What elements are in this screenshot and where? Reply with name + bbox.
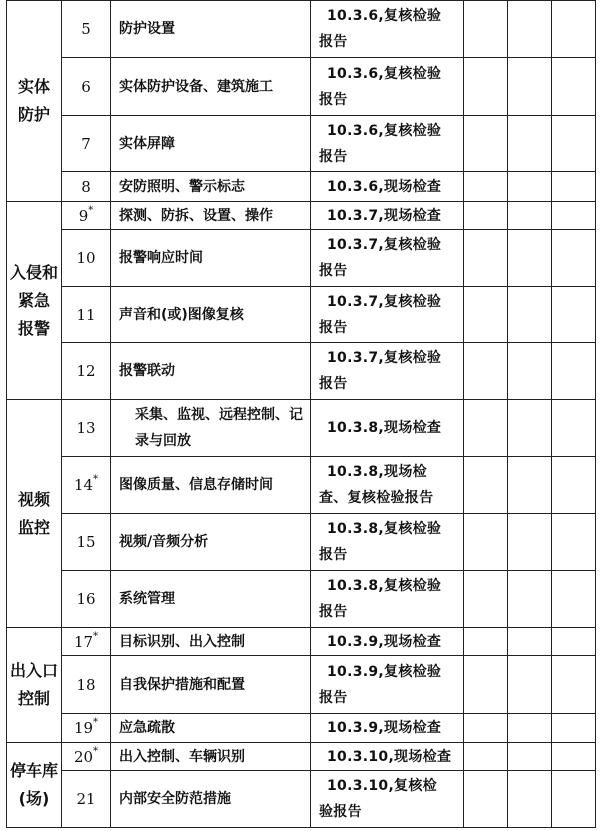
row-number: 14* <box>62 457 111 514</box>
blank-cell <box>464 457 508 514</box>
method-cell: 10.3.9,复核检验 报告 <box>311 656 464 714</box>
blank-cell <box>508 58 552 116</box>
item-cell: 采集、监视、远程控制、记录与回放 <box>111 400 311 457</box>
method-cell: 10.3.8,现场检查 <box>311 400 464 457</box>
category-label: 入侵和 <box>9 262 58 282</box>
item-cell: 声音和(或)图像复核 <box>111 287 311 343</box>
method-cell: 10.3.8,复核检验 报告 <box>311 514 464 571</box>
method-cell: 10.3.7,复核检验 报告 <box>311 343 464 400</box>
category-label: 紧急 <box>17 290 50 310</box>
blank-cell <box>464 400 508 457</box>
method-cell: 10.3.8,现场检 查、复核检验报告 <box>311 457 464 514</box>
inspection-table <box>6 0 596 828</box>
row-number: 10 <box>62 230 111 287</box>
category-label: 报警 <box>17 318 50 338</box>
blank-cell <box>508 202 552 230</box>
method-cell: 10.3.9,现场检查 <box>311 714 464 743</box>
item-cell: 探测、防拆、设置、操作 <box>111 202 311 230</box>
method-cell: 10.3.6,复核检验 报告 <box>311 1 464 58</box>
blank-cell <box>464 230 508 287</box>
row-number: 5 <box>62 1 111 58</box>
table-row <box>7 656 596 714</box>
category-cell <box>7 1 62 202</box>
category-cell <box>7 400 62 628</box>
blank-cell <box>552 172 596 202</box>
blank-cell <box>508 771 552 828</box>
row-number: 12 <box>62 343 111 400</box>
item-cell: 系统管理 <box>111 571 311 628</box>
blank-cell <box>508 287 552 343</box>
row-number: 7 <box>62 116 111 172</box>
table-row <box>7 1 596 58</box>
blank-cell <box>552 656 596 714</box>
table-row <box>7 287 596 343</box>
row-number: 9* <box>62 202 111 230</box>
method-cell: 10.3.6,复核检验 报告 <box>311 116 464 172</box>
table-row <box>7 400 596 457</box>
item-cell: 自我保护措施和配置 <box>111 656 311 714</box>
blank-cell <box>508 656 552 714</box>
method-cell: 10.3.7,复核检验 报告 <box>311 230 464 287</box>
row-number: 17* <box>62 628 111 656</box>
category-label: 视频 <box>17 489 50 509</box>
item-cell: 防护设置 <box>111 1 311 58</box>
star-mark: * <box>93 630 99 642</box>
table-row <box>7 116 596 172</box>
blank-cell <box>464 771 508 828</box>
method-cell: 10.3.6,复核检验 报告 <box>311 58 464 116</box>
item-cell: 目标识别、出入控制 <box>111 628 311 656</box>
item-cell: 内部安全防范措施 <box>111 771 311 828</box>
table-row <box>7 202 596 230</box>
blank-cell <box>508 343 552 400</box>
blank-cell <box>464 743 508 771</box>
row-number: 19* <box>62 714 111 743</box>
row-number: 6 <box>62 58 111 116</box>
category-label: 停车库 <box>9 761 58 780</box>
row-number: 21 <box>62 771 111 828</box>
item-cell: 安防照明、警示标志 <box>111 172 311 202</box>
item-cell: 实体防护设备、建筑施工 <box>111 58 311 116</box>
table-row <box>7 457 596 514</box>
blank-cell <box>552 287 596 343</box>
blank-cell <box>508 514 552 571</box>
method-cell: 10.3.8,复核检验 报告 <box>311 571 464 628</box>
blank-cell <box>508 230 552 287</box>
row-number: 16 <box>62 571 111 628</box>
table-row <box>7 230 596 287</box>
blank-cell <box>552 230 596 287</box>
item-cell: 应急疏散 <box>111 714 311 743</box>
table-row <box>7 172 596 202</box>
blank-cell <box>464 202 508 230</box>
blank-cell <box>552 457 596 514</box>
category-label: 防护 <box>17 105 50 124</box>
category-label: 实体 <box>17 77 50 96</box>
blank-cell <box>552 1 596 58</box>
blank-cell <box>552 714 596 743</box>
blank-cell <box>508 457 552 514</box>
category-cell <box>7 628 62 743</box>
blank-cell <box>464 1 508 58</box>
star-mark: * <box>93 717 99 728</box>
row-number: 11 <box>62 287 111 343</box>
star-mark: * <box>93 745 99 757</box>
blank-cell <box>552 514 596 571</box>
blank-cell <box>464 172 508 202</box>
category-label: 控制 <box>17 689 50 708</box>
blank-cell <box>464 58 508 116</box>
star-mark: * <box>88 204 94 216</box>
blank-cell <box>552 343 596 400</box>
blank-cell <box>552 628 596 656</box>
blank-cell <box>464 628 508 656</box>
blank-cell <box>464 656 508 714</box>
blank-cell <box>464 514 508 571</box>
blank-cell <box>552 202 596 230</box>
item-cell: 实体屏障 <box>111 116 311 172</box>
row-number: 18 <box>62 656 111 714</box>
item-cell: 图像质量、信息存储时间 <box>111 457 311 514</box>
blank-cell <box>552 571 596 628</box>
blank-cell <box>464 287 508 343</box>
item-cell: 出入控制、车辆识别 <box>111 743 311 771</box>
blank-cell <box>464 571 508 628</box>
item-cell: 报警响应时间 <box>111 230 311 287</box>
blank-cell <box>508 400 552 457</box>
blank-cell <box>508 743 552 771</box>
blank-cell <box>508 1 552 58</box>
table-row <box>7 771 596 828</box>
blank-cell <box>552 58 596 116</box>
table-row <box>7 714 596 743</box>
row-number: 13 <box>62 400 111 457</box>
method-cell: 10.3.9,现场检查 <box>311 628 464 656</box>
category-cell <box>7 743 62 828</box>
row-number: 15 <box>62 514 111 571</box>
method-cell: 10.3.10,复核检 验报告 <box>311 771 464 828</box>
method-cell: 10.3.10,现场检查 <box>311 743 464 771</box>
blank-cell <box>508 714 552 743</box>
table-row <box>7 628 596 656</box>
star-mark: * <box>93 474 99 485</box>
category-label: (场) <box>18 789 50 808</box>
row-number: 8 <box>62 172 111 202</box>
blank-cell <box>464 343 508 400</box>
blank-cell <box>552 743 596 771</box>
item-cell: 视频/音频分析 <box>111 514 311 571</box>
blank-cell <box>508 571 552 628</box>
blank-cell <box>508 116 552 172</box>
blank-cell <box>464 714 508 743</box>
method-cell: 10.3.6,现场检查 <box>311 172 464 202</box>
table-row <box>7 743 596 771</box>
blank-cell <box>552 400 596 457</box>
table-row <box>7 571 596 628</box>
method-cell: 10.3.7,复核检验 报告 <box>311 287 464 343</box>
blank-cell <box>464 116 508 172</box>
blank-cell <box>508 172 552 202</box>
item-cell: 报警联动 <box>111 343 311 400</box>
table-row <box>7 343 596 400</box>
blank-cell <box>508 628 552 656</box>
category-label: 监控 <box>17 517 50 537</box>
category-cell <box>7 202 62 400</box>
blank-cell <box>552 771 596 828</box>
category-label: 出入口 <box>9 661 58 680</box>
row-number: 20* <box>62 743 111 771</box>
method-cell: 10.3.7,现场检查 <box>311 202 464 230</box>
table-row <box>7 58 596 116</box>
blank-cell <box>552 116 596 172</box>
table-row <box>7 514 596 571</box>
